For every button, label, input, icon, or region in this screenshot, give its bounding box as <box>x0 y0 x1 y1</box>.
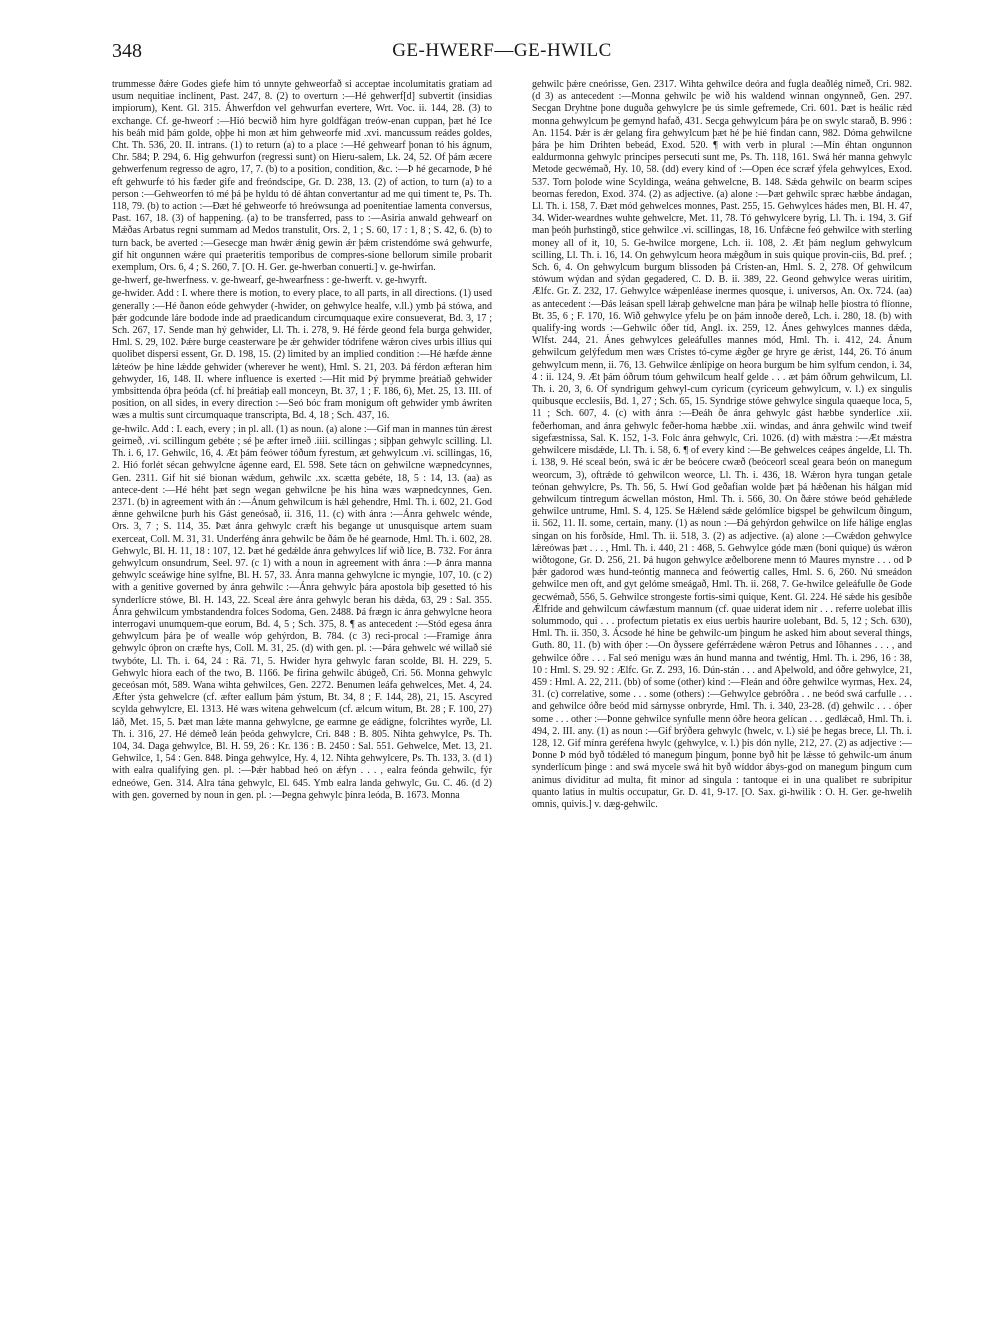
page-header <box>112 40 892 68</box>
entry-text: ge-hwider. Add : I. where there is motion, to every place, to all parts, in all directions. (1) used generally :—Hé ðanon eóde gehwyder (-hwider, on gehwylce healfe, v.ll.) ymb þá stówa, and þǽr godcunde láre bodode inde ad praedicandum circumquaque exire consueverat, Bd. 3, 17 ; Sch. 267, 17. Sende man hý gehwider, Ll. Th. i. 278, 9. Hé férde geond fela burga gehwider, Hml. S. 29, 102. Þǽre burge ceasterware þe ǽr gehwider tódrifene wǽron cives urbis illius qui quolibet dispersi essent, Gr. D. 198, 15. (2) limited by an implied condition :—Hé hæfde ǽnne lǽteów þe hine lǽdde gehwider (wherever he went), Hml. S. 21, 203. Þá férdon æfteran him gehwyder, 16, 148. II. where influence is exerted :—Hit mid Þý þrymme þreátiað gehwider ymbsittenda óþra þeóda (cf. hí þreátiaþ eall monceyn, Bt. 37, 1 ; F. 186, 6), Met. 25, 13. III. of position, on all sides, in every direction :—Seó bóc fram monigum oft gehwider ymb áwriten wæs a multis sunt circumquaque transcripta, Bd. 4, 18 ; Sch. 437, 16. <box>112 288 492 422</box>
page-number: 348 <box>112 40 142 62</box>
right-column <box>532 79 912 1309</box>
entry-text: ge-hwilc. Add : I. each, every ; in pl. all. (1) as noun. (a) alone :—Gif man in mannes tún ǽrest geirneð, .vi. scillingum gebéte ; sé þe æfter irneð .iiii. scillingas ; siþþan gehwylc scilling. Ll. Th. i. 6, 17. Gehwilc, 16, 4. Æt þám feówer tóðum fyrestum, æt gehwylcum .vi. scillingas, 16, 2. Hió forlét sécan gehwylcne ágenne eard, El. 598. Sete tácn on gehwilcne wæpnedcynnes, Gen. 2311. Gif hit sié bionan wǽdum, gehwilc .xx. scætta gebéte, 18, 5 : 14, 13. (aa) as antece-dent :—Hé héht þæt segn wegan gehwilcne þe his hina wæs wæpnedcynnes, Gen. 2371. (b) in agreement with án :—Ánum gehwilcum is hǽl gehendre, Hml. Th. i. 602, 21. God ǽnne gehwilcne þurh his Gást geneósað, ii. 316, 11. (c) with ánra :—Ánra gehwelc wénde, Ors. 3, 7 ; S. 114, 35. Þæt ánra gehwylc cræft his begange ut unusquisque artem suam exerceat, Coll. M. 31, 31. Underféng ánra gehwilc be ðám ðe hé gearnode, Hml. Th. i. 602, 28. Gehwylc, Bl. H. 11, 18 : 107, 12. Þæt hé gedǽlde ánra gehwylces líf wið líce, B. 732. For ánra gehwylcum onsundrum, Seel. 97. (c 1) with a noun in agreement with ánra :—Þ ánra manna gehwylc sceáwige hine sylfne, Bl. H. 57, 33. Ánra manna gehwylcne ic myngie, 107, 10. (c 2) with a genitive governed by ánra gehwilc :—Ánra gehwylc þára apostola biþ gesetted tó his synderlícre stówe, Bl. H. 143, 22. Sceal ǽre ánra gehwylc beran his dǽda, 63, 29 : Sal. 355. Ánra gehwilcum ymbstandendra folces Sodoma, Gen. 2488. Þá frægn ic ánra gehwylcne heora interrogavi unumquem-que eorum, Bd. 4, 5 ; Sch. 375, 8. ¶ as antecedent :—Stód egesa ánra gehwylcum þára þe of wealle wóp gehýrdon, B. 784. (c 3) reci-procal :—Framige ánra gehwylc óþron on cræfte hys, Coll. M. 31, 25. (d) with gen. pl. :—Þára gehwelc wé willað sié twybóte, Ll. Th. i. 64, 24 : Rä. 71, 5. Hwider hyra gehwylc faran scolde, Bl. H. 229, 5. Gehwylc hiora each of the two, B. 1166. Þe firina gehwilc ábúgeð, Cri. 56. Monna gehwylc geceósan mót, 589. Wana wihta gehwilces, Gen. 2272. Benumen leáfa gehwelces, Met. 4, 24. Æfter ýsta gehwelcre (cf. æfter eallum þám ýstum, Bt. 34, 8 ; F. 144, 28), 21, 15. Ascyred scylda gehwylcre, El. 1313. Hé wæs witena gehwelcum (cf. ælcum witum, Bt. 28 ; F. 100, 27) láð, Met. 15, 5. Þæt man lǽte manna gehwylcne, ge earmne ge eádigne, folcrihtes wyrðe, Ll. Th. i. 316, 27. Hé démeð leán þeóda gehwylcre, Cri. 848 : B. 805. Nihta gehwylce, Ps. Th. 104, 34. Daga gehwylce, Bl. H. 59, 26 : Kr. 136 : B. 2450 : Sal. 551. Gehwelce, Met. 13, 21. Gehwilce, 1, 54 : Gen. 848. Þinga gehwylce, Hy. 4, 12. Nihta gehwylcere, Ps. Th. 133, 3. (d 1) with ealra qualifying gen. pl. :—Þǽr habbad heó on ǽfyn . . . , ealra feónda gehwilc, fýr edneówe, Gen. 314. Alra tána gehwylc, El. 645. Ymb ealra landa gehwylc, Gu. C. 46. (d 2) with gen. governed by noun in gen. pl. :—Þegna gehwylc þínra leóda, B. 1673. Monna <box>112 423 492 801</box>
entry-text: ge-hwerf, ge-hwerfness. v. ge-hwearf, ge-hwearfness : ge-hwerft. v. ge-hwyrft. <box>112 275 427 287</box>
running-head: GE-HWERF—GE-HWILC <box>392 40 612 61</box>
left-column <box>112 79 492 1309</box>
entry-text: gehwilc þǽre cneórisse, Gen. 2317. Wihta gehwilce deóra and fugla deaðlég nimeð, Cri. 982. (d 3) as antecedent :—Monna gehwilc þe wið his waldend winnan ongynneð, Gen. 297. Secgan Dryhtne þone duguða gehwylcre þe ús simle gefremede, Cri. 601. Þæt is heálic rǽd monna gehwylcum þe gemynd hafað, 431. Secga gehwylcum þára þe on swylc starað, B. 996 : An. 1154. Þǽr is ǽr gelang fira gehwylcum þæt hé þe hié findan cann, 982. Dóma gehwilcne þára þe him Drihten bebeád, Exod. 520. ¶ with verb in plural :—Mín éhtan ongunnon ealdurmonna gehwylc principes persecuti sunt me, Ps. Th. 118, 161. Swá hér manna gehwylc Metode gecwémað, Hy. 10, 58. (dd) every kind of :—Open éce scræf ýfela gehwylces, Exod. 537. Torn þolode wine Scyldinga, weána gehwelcne, B. 148. Sǽda gehwilc on bearm scipes beornas feredon, Exod. 374. (2) as adjective. (a) alone :—Þæt gehwilc spræc hæbbe ándagan, Ll. Th. i. 158, 7. Ðæt mód gehwelces monnes, Past. 255, 15. Gehwylces hádes men, Bl. H. 47, 34. Wider-weardnes wuhte gehwelcre, Met. 11, 78. Tó gehwylcere byrig, Ll. Th. i. 194, 3. Gif man þeóh þurhstingð, stice gehwilce .vi. scillingas, 18, 16. Unfǽcne feó gehwilce with sterling money all of it, 10, 5. Ge-hwilce morgene, Lch. ii. 108, 2. Æt þám neglum gehwylcum scilling, Ll. Th. i. 16, 14. On gehwylcum heora mǽgðum in suis quique provin-ciis, Bd. pref. ; Sch. 6, 4. On gehwylcum burgum blissoden þá Crísten-an, Hml. S. 2, 278. Of gehwilcum stówum wýdan and sýdan gegadered, C. D. B. ii. 389, 22. Geond gehwylce weras uiritim, Ælfc. Gr. Z. 232, 17. Gehwylce wǽpenléase inermes quosque, i. universos, An. Ox. 724. (aa) as antecedent :—Ðás leásan spell lǽraþ gehwelcne man þára þe wilnaþ helle þiostra tó flíonne, Bt. 35, 6 ; F. 170, 16. Wið gehwylce yfelu þe on þám innoðe dereð, Lch. i. 280, 18. (b) with qualify-ing words :—Gehwilc óðer tíd, Angl. ix. 259, 12. Ánes gehwylces mannes dǽda, Wlfst. 244, 21. Ánes gehwylces geleáfulles mannes mód, Hml. Th. i. 412, 24. Ánum gehwilcum gelýfedum men wæs Crístes tó-cyme ǽgðer ge hryre ge ǽrist, 144, 26. Tó ánum gehwylcum menn, ii. 76, 13. Gehwilce ǽnlípige on heora burgum be him sylfum cendon, i. 34, 4 : ii. 124, 9. Æt þám óðrum tóum gehwilcum healf gelde . . . æt þám óðrum gehwilcum, Ll. Th. i. 20, 3, 6. Of syndrigum gehwyl-cum cyricum (cyriceum gehwylcum, v. l.) ex singulis quibusque ecclesiis, Bd. 1, 27 ; Sch. 65, 15. Syndrige stówe gehwylce singula quaeque loca, 5, 11 ; Sch. 607, 4. (c) with ánra :—Ðeáh ðe ánra gehwylc gást hæbbe synderlíce .xii. feðerhoman, and ánra gehwylc feðer-homa hæbbe .xii. windas, and ánra gehwilc wind tweif sigefæstnissa, Sal. K. 152, 1-3. Folc ánra gehwylc, Cri. 1026. (d) with mǽstra :—Æt mǽstra gehwilcere misdǽde, Ll. Th. i. 58, 6. ¶ of every kind :—Be gehwelces ceápes ángelde, Ll. Th. i. 138, 9. Hé sceal beón, swá ic ǽr be beócere cwæð (beóceorl sceal geara beón on manegum weorcum, 3), oftrǽde tó gehwilcon weorce, Ll. Th. i. 436, 18. Wǽron hyra tungan getale teónan gehwylcre, Ps. Th. 56, 5. Hwí God geðafian wolde þæt þá hǽðenan his hálgan mid gehwilcum tintregum ácwellan móston, Hml. Th. i. 566, 30. On ðǽre stówe beód gehǽlede gehwilce untrume, Hml. S. 4, 125. Se Hǽlend sǽde gelómlíce bigspel be gehwilcum ðingum, ii. 562, 11. II. some, certain, many. (1) as noun :—Ðá gehýrdon gehwilce on lífe hálige englas singan on his forðsíde, Hml. Th. ii. 518, 3. (2) as adjective. (a) alone :—Cwǽdon gehwylce lǽreówas þæt . . . , Hml. Th. i. 440, 21 : 468, 5. Gehwylce góde mæn (boni quique) ús wǽron wiðtogone, Gr. D. 256, 21. Þá hugon gehwylce æðelborene menn tó Maures mynstre . . . od Þ þǽr gadorod wæs hund-teóntig manneca and feówertig calles, Hml. S. 6, 260. Nú smeádon gehwilce men oft, and gyt gelóme smeágað, Hml. Th. ii. 268, 7. Ge-hwilce geleáfulle ðe Gode gecwémað, 556, 5. Gehwilce strongeste fortis-simi quique, Kent. Gl. 224. Hé sǽde his gesíbðe Ǽlfride and gehwilcum cáwfæstum mannum (cf. quae uiderat idem nir . . . referre uolebat illis solummodo, qui . . . profectum pietatis ex eius uerbis haurire uolebant, Bd. 5, 12 ; Sch. 630), Hml. Th. ii. 350, 3. Ácsode hé hine be gehwilc-um þingum he asked him about several things, Guth. 80, 11. (b) with óþer :—On ðyssere geférrǽdene wǽron Petrus and Iôhannes . . . , and gehwilce óðre . . . Fal seó menigu wæs án hund manna and twéntig, Hml. Th. i. 296, 16 : 38, 10 : Hml. S. 29. 92 : Ælfc. Gr. Z. 293, 16. Dún-stán . . . and Aþelwold, and óðre gehwylce, 21, 459 : Hml. A. 22, 211. (bb) of some (other) kind :—Fleán and óðre gehwilce wyrmas, Hex. 24, 31. (c) correlative, some . . . some (others) :—Gehwylce gebróðra . . ne beód swá carfulle . . . and gehwilce óðre beód mid sárnysse onbryrde, Hml. Th. i. 340, 23-28. (d) gehwilc . . . óþer some . . . other :—Þonne gehwilce synfulle menn óðre heora gelícan . . . gedlǽcað, Hml. Th. i. 494, 2. III. any. (1) as noun :—Gif brýðera gehwylc (hwelc, v. l.) sié þe hegas brece, Ll. Th. i. 128, 12. Gif mínra geréfena hwylc (gehwylce, v. l.) þis dón nylle, 212, 27. (2) as adjective :—Þonne Þ mód byð tódǽled tó manegum þingum, þonne byð hit þe lǽsse tó gehwilc-um ánum synderlícum þinge : and swá mycele swá hit byð wíddor ábys-god on manegum þingum cum animus dividitur ad multa, fit minor ad singula : tantoque ei in una qualibet re subripitur quanto latius in multis occupatur, Gr. D. 41, 9-17. [O. Sax. gi-hwilik : O. H. Ger. ge-hwelih omnis, quivis.] v. dæg-gehwilc. <box>532 79 912 810</box>
entry-text: trummesse ðǽre Godes giefe him tó unnyte gehweorfað si acceptae incolumitatis gratiam ad usum nequitiae inclinent, Past. 247, 8. (2) to overturn :—Hé gehwerf[d] subvertit (insidias impiorum), Kent. Gl. 315. Áhwerfdon vel gehwurfan evertere, Wrt. Voc. ii. 144, 28. (3) to exchange. Cf. ge-hweorf :—Hió becwið him hyre goldfágan treów-enan cuppan, þæt hé Ice his beáh mid þám golde, oþþe hi mon æt him gehweorfe mid .xvi. mancussum reádes goldes, Cht. Th. 536, 20. II. intrans. (1) to return (a) to a place :—Hé gehwearf þonan tó his ágnum, Chr. 584; P. 294, 6. Hig gehwurfon (regressi sunt) on Hieru-salem, Lk. 24, 52. Of þám æcere gehwerfenum regresso de agro, 17, 7. (b) to a position, condition, &c. :—Þ hé gecarnode, Þ hé eft gehwurfe tó his fæder gife and freóndscipe, Gr. D. 238, 13. (2) of action, to turn (a) to a person :—Gehweorfen tó mé þá þe hyldu tó dé áhtan convertantur ad me qui timent te, Ps. Th. 118, 79. (b) to action :—Ðæt hé gehweorfe tó hreówsunga ad poenitentiae lamenta conversus, Past. 167, 18. (3) of happening. (a) to be transferred, pass to :—Asiria anwald gehwearf on Mǽðas Arbatus regni summam ad Medos transtulit, Ors. 2, 1 ; S. 60, 17 : 1, 8 ; S. 42, 6. (b) to turn back, be averted :—Gesecge man hwǽr ǽnig gewin ǽr þǽm cristendóme swá gehwurfe, gif hit ongunnen wǽre qui praeteritis temporibus de compres-sione bellorum simile probarit exemplum, Ors. 6, 4 ; S. 260, 7. [O. H. Ger. ge-hwerban conuerti.] v. ge-hwirfan. <box>112 79 492 274</box>
